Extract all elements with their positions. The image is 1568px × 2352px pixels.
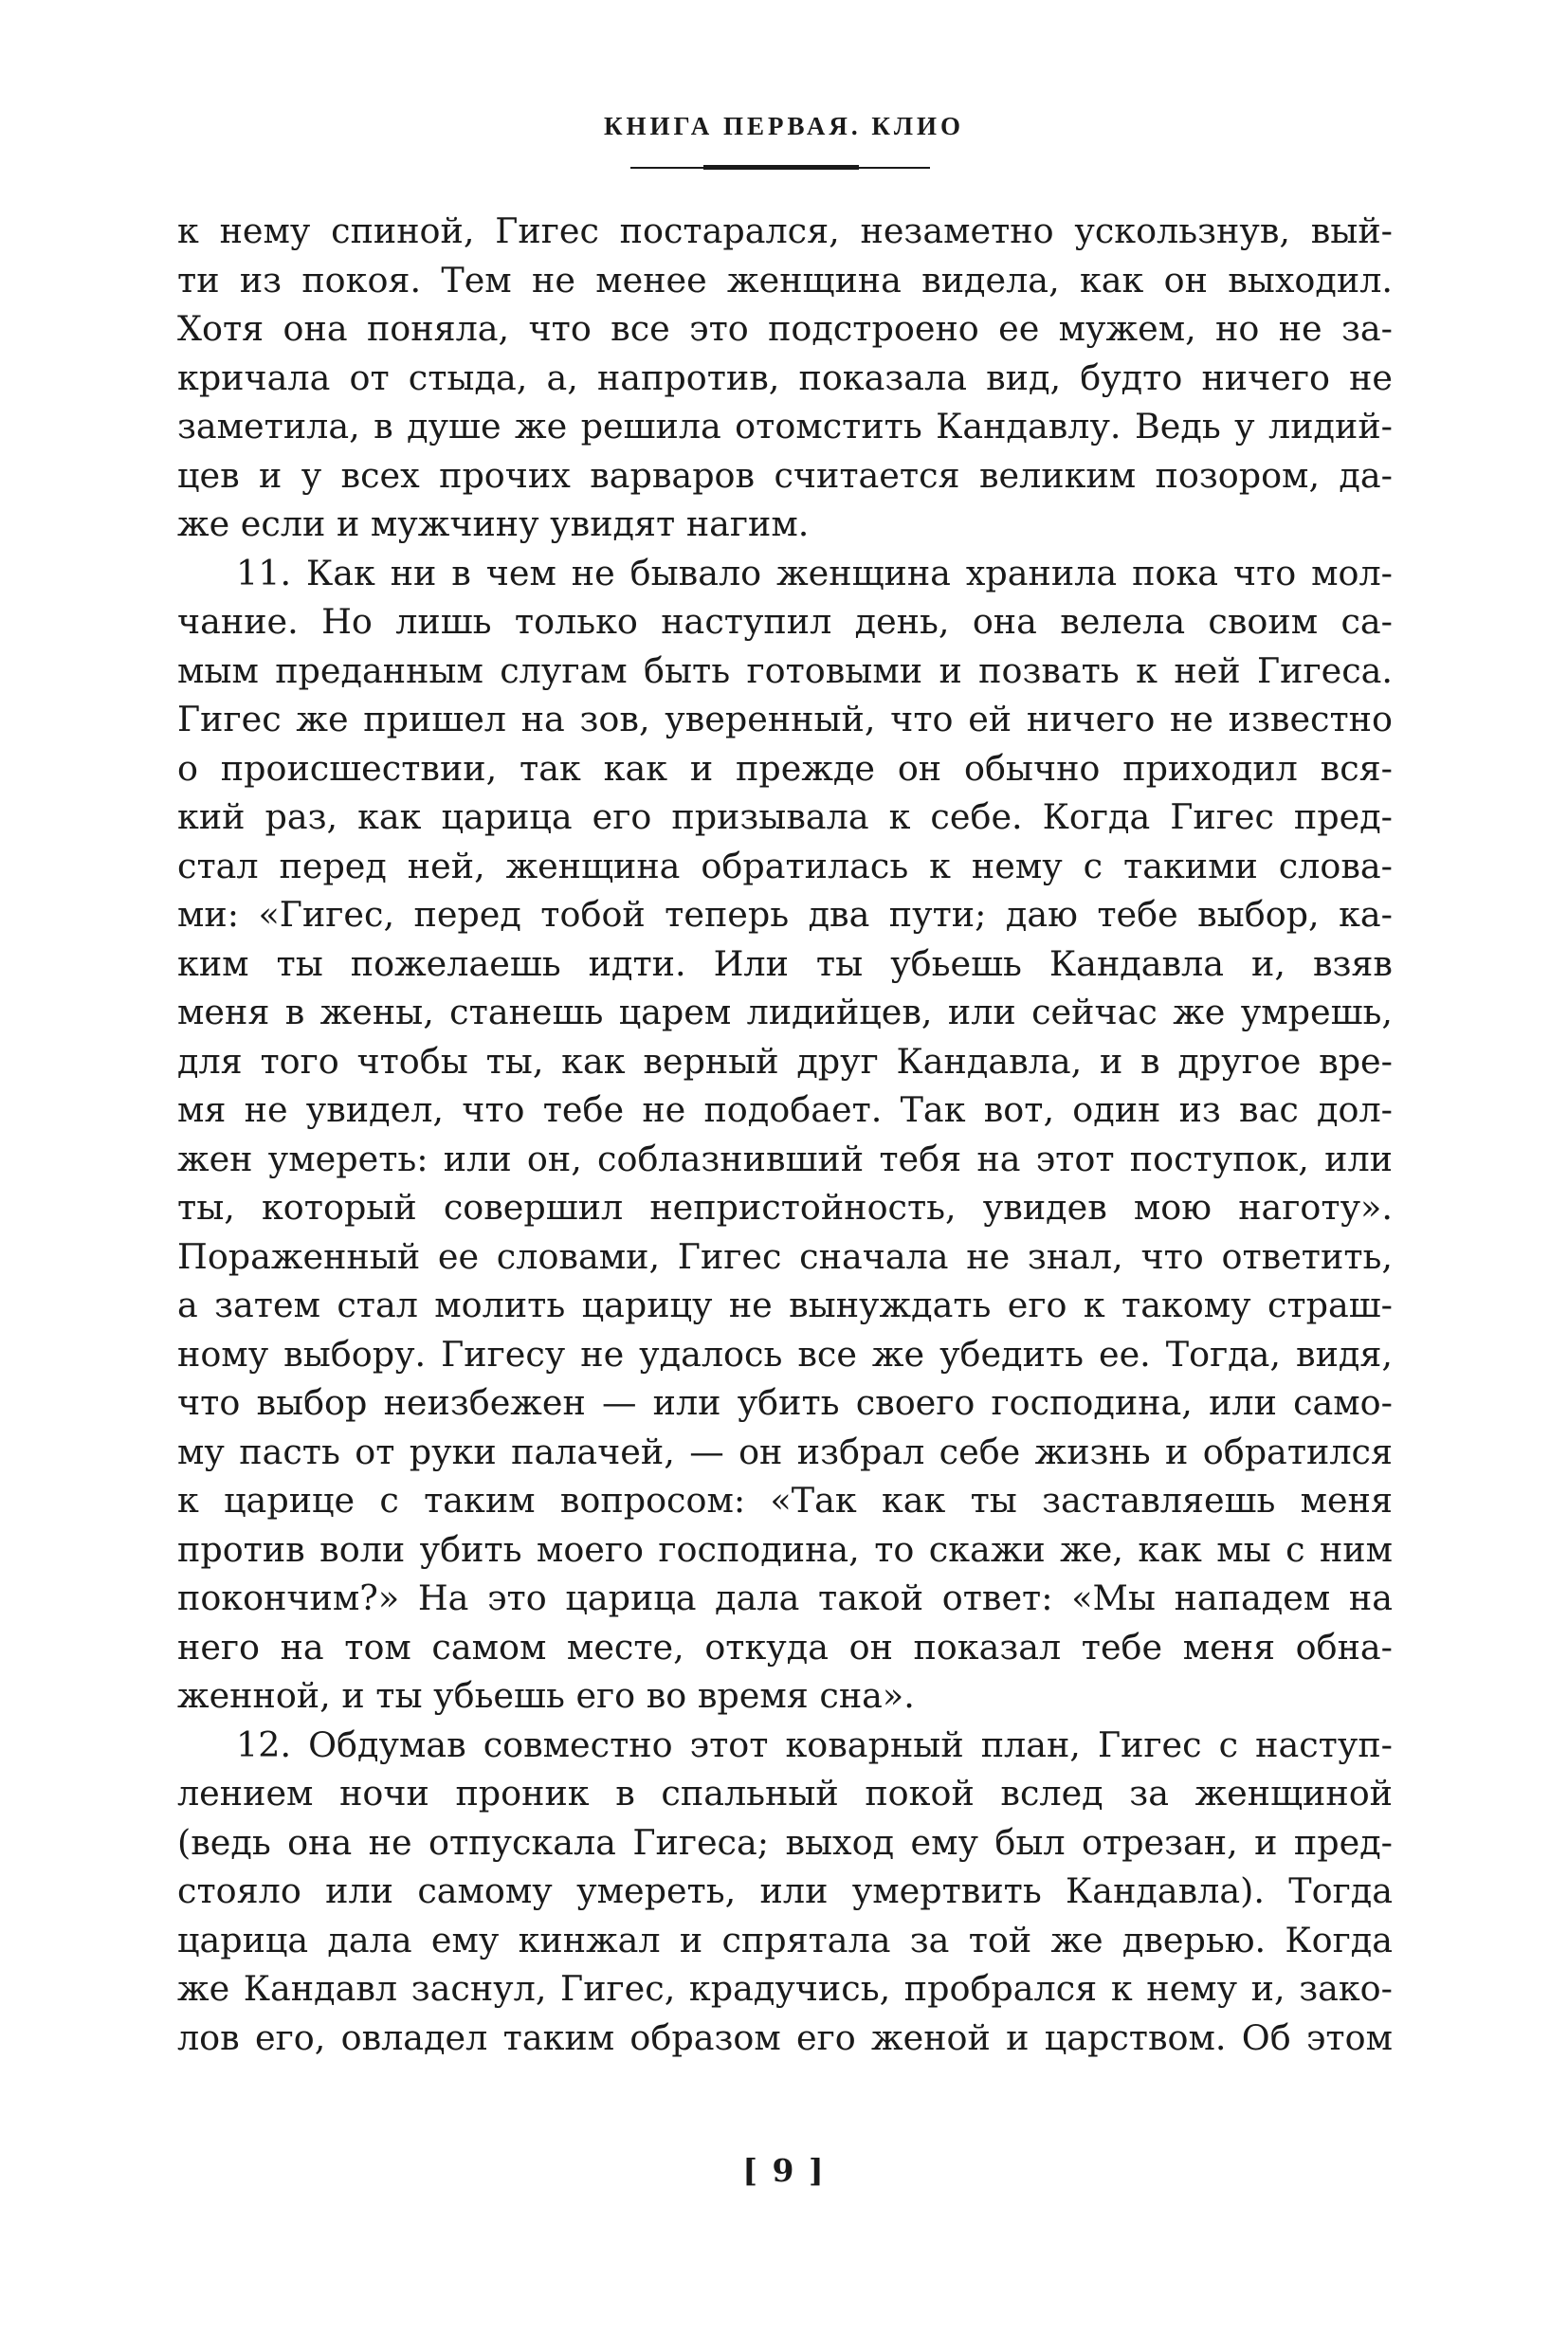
text-line: к нему спиной, Гигес постарался, незаметно ускользнув, вый-: [177, 210, 1393, 251]
text-line: него на том самом месте, откуда он показал тебе меня обна-: [177, 1626, 1393, 1668]
page-body: [177, 207, 1393, 2062]
text-line: жен умереть: или он, соблазнивший тебя на этот поступок, или: [177, 1138, 1393, 1179]
paragraph-first-line: 12. Обдумав совместно этот коварный план, Гигес с наступ-: [236, 1723, 1393, 1765]
text-line: мым преданным слугам быть готовыми и позвать к ней Гигеса.: [177, 649, 1393, 691]
text-line: для того чтобы ты, как верный друг Кандавла, и в другое вре-: [177, 1040, 1393, 1082]
text-line: против воли убить моего господина, то скажи же, как мы с ним: [177, 1528, 1393, 1570]
text-line: же если и мужчину увидят нагим.: [177, 503, 810, 544]
text-line: царица дала ему кинжал и спрятала за той же дверью. Когда: [177, 1919, 1393, 1960]
text-line: Гигес же пришел на зов, уверенный, что ей ничего не известно: [177, 699, 1393, 739]
text-line: кричала от стыда, а, напротив, показала вид, будто ничего не: [177, 356, 1393, 398]
paragraph-first-line: 11. Как ни в чем не бывало женщина хранила пока что мол-: [236, 552, 1393, 593]
text-line: стояло или самому умереть, или умертвить Кандавла). Тогда: [177, 1870, 1393, 1911]
text-line: (ведь она не отпускала Гигеса; выход ему был отрезан, и пред-: [177, 1821, 1393, 1863]
text-line: же Кандавл заснул, Гигес, крадучись, пробрался к нему и, зако-: [177, 1968, 1393, 2009]
text-line: Пораженный ее словами, Гигес сначала не знал, что ответить,: [177, 1235, 1393, 1277]
text-line: ми: «Гигес, перед тобой теперь два пути; даю тебе выбор, ка-: [177, 894, 1393, 935]
text-line: меня в жены, станешь царем лидийцев, или сейчас же умрешь,: [177, 992, 1393, 1032]
text-line: что выбор неизбежен — или убить своего господина, или само-: [177, 1382, 1393, 1423]
text-line: стал перед ней, женщина обратилась к нему с такими слова-: [177, 845, 1393, 886]
text-line: а затем стал молить царицу не вынуждать его к такому страш-: [177, 1285, 1393, 1325]
text-line: женной, и ты убьешь его во время сна».: [177, 1675, 915, 1716]
text-line: ти из покоя. Тем не менее женщина видела, как он выходил.: [177, 259, 1393, 301]
text-line: кий раз, как царица его призывала к себе. Когда Гигес пред-: [177, 796, 1393, 837]
page-number: [ 9 ]: [742, 2152, 826, 2189]
text-line: лением ночи проник в спальный покой вслед за женщиной: [177, 1773, 1393, 1814]
text-line: к царице с таким вопросом: «Так как ты заставляешь меня: [177, 1480, 1393, 1521]
text-line: ким ты пожелаешь идти. Или ты убьешь Кандавла и, взяв: [177, 942, 1393, 984]
text-line: заметила, в душе же решила отомстить Кандавлу. Ведь у лидий-: [177, 406, 1393, 447]
header-rule-accent: [703, 165, 859, 170]
text-line: цев и у всех прочих варваров считается великим позором, да-: [177, 454, 1393, 496]
text-line: мя не увидел, что тебе не подобает. Так вот, один из вас дол-: [177, 1089, 1393, 1130]
text-line: ному выбору. Гигесу не удалось все же убедить ее. Тогда, видя,: [177, 1333, 1393, 1375]
running-header: КНИГА ПЕРВАЯ. КЛИО: [603, 112, 965, 140]
text-line: му пасть от руки палачей, — он избрал себе жизнь и обратился: [177, 1431, 1393, 1472]
text-line: о происшествии, так как и прежде он обычно приходил вся-: [177, 747, 1393, 789]
text-line: лов его, овладел таким образом его женой и царством. Об этом: [177, 2016, 1393, 2058]
text-line: чание. Но лишь только наступил день, она велела своим са-: [177, 601, 1393, 642]
text-line: ты, который совершил непристойность, увидев мою наготу».: [177, 1187, 1393, 1228]
text-line: покончим?» На это царица дала такой ответ: «Мы нападем на: [177, 1577, 1393, 1618]
text-line: Хотя она поняла, что все это подстроено ее мужем, но не за-: [177, 308, 1393, 349]
